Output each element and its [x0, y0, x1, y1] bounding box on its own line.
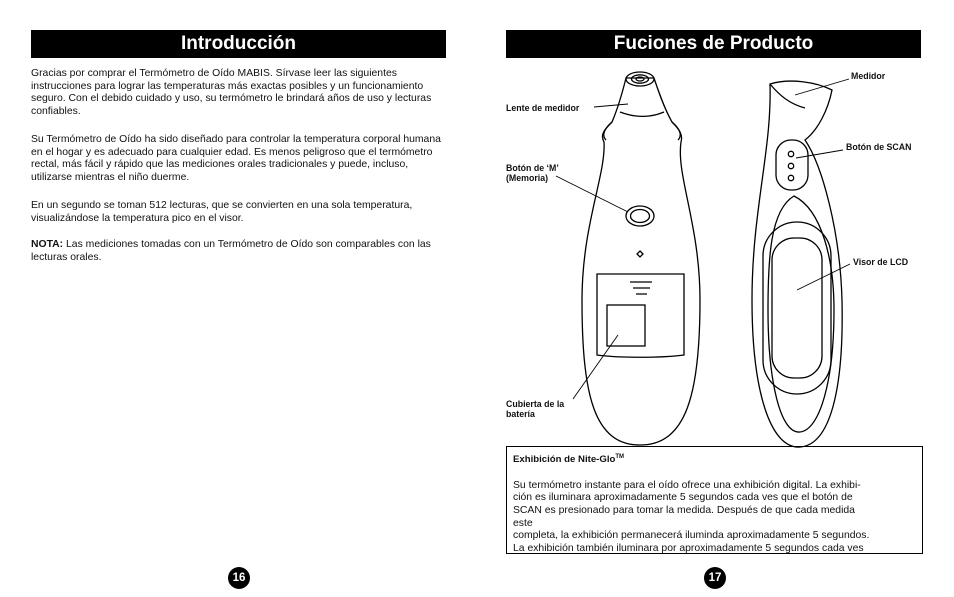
grip-lines: [630, 282, 652, 294]
front-thermometer-drawing: [582, 78, 700, 445]
label-lente-de-medidor: Lente de medidor: [506, 103, 580, 113]
nite-line-5: completa, la exhibición permanecerá iluminda aproximadamente 5 segundos.: [513, 530, 870, 542]
label-boton-scan: Botón de SCAN: [846, 142, 912, 152]
diamond-mark: [637, 251, 643, 257]
nota-text: Las mediciones tomadas con un Termómetro de Oído son comparables con las lecturas orales.: [31, 239, 431, 263]
nite-line-2: ción es iluminara aproximadamente 5 segundos cada ves que el botón de: [513, 492, 853, 504]
intro-paragraph-2: Su Termómetro de Oído ha sido diseñado para controlar la temperatura corporal humana en el hogar y es adecuado para cualquier edad. Es menos peligroso que el termómetro rectal, más fácil y rápido que las mediciones orales tradicionales y puede, incluso, utilizarse mientras el niño duerme.: [31, 134, 441, 183]
lcd-outer: [763, 222, 831, 394]
battery-window: [607, 305, 645, 346]
lcd-inner: [772, 238, 822, 378]
nite-line-1: Su termómetro instante para el oído ofrece una exhibición digital. La exhibi-: [513, 479, 861, 491]
trademark-symbol: TM: [615, 454, 625, 460]
nite-glo-title-text: Exhibición de Nite-Glo: [513, 454, 616, 466]
label-visor-lcd: Visor de LCD: [853, 257, 909, 267]
fuciones-heading: Fuciones de Producto: [506, 30, 921, 58]
lens-outer: [626, 72, 654, 86]
nite-glo-title: [513, 451, 916, 467]
label-boton-m: Botón de ‘M’: [506, 163, 559, 173]
nota-label: NOTA:: [31, 239, 64, 250]
nite-line-6: La exhibición también iluminara por aproximadamente 5 segundos cada ves: [513, 542, 864, 554]
intro-paragraph-1: Gracias por comprar el Termómetro de Oído MABIS. Sírvase leer las siguientes instrucciones para lograr las temperaturas más exactas posibles y un funcionamiento seguro. Con el debido cuidado y uso, su termómetro le brindará años de uso y lecturas confiables.: [31, 68, 432, 117]
nite-glo-box: [506, 446, 923, 554]
m-button-inner: [631, 210, 650, 223]
lens-middle: [632, 75, 649, 83]
label-cubierta: Cubierta de la: [506, 399, 565, 409]
leader-scan: [796, 150, 843, 158]
leader-lente: [594, 104, 628, 107]
leader-boton-m: [556, 176, 628, 212]
nite-line-3: SCAN es presionado para tomar la medida. Después de que cada medida: [513, 504, 855, 516]
leader-cubierta: [573, 335, 618, 399]
intro-paragraph-3: En un segundo se toman 512 lecturas, que se convierten en una sola temperatura, visualizándose la temperatura pico en el visor.: [31, 200, 413, 224]
page-number-16: 16: [228, 567, 250, 589]
scan-button-housing: [776, 140, 808, 190]
page-number-17: 17: [704, 567, 726, 589]
side-thermometer-drawing: [752, 81, 842, 447]
label-medidor: Medidor: [851, 71, 886, 81]
label-memoria: (Memoria): [506, 173, 549, 183]
label-bateria: batería: [506, 409, 535, 419]
introduccion-heading: Introducción: [31, 30, 446, 58]
battery-cover: [597, 274, 684, 357]
lens-inner: [636, 77, 644, 81]
nite-line-4: este: [513, 517, 533, 529]
